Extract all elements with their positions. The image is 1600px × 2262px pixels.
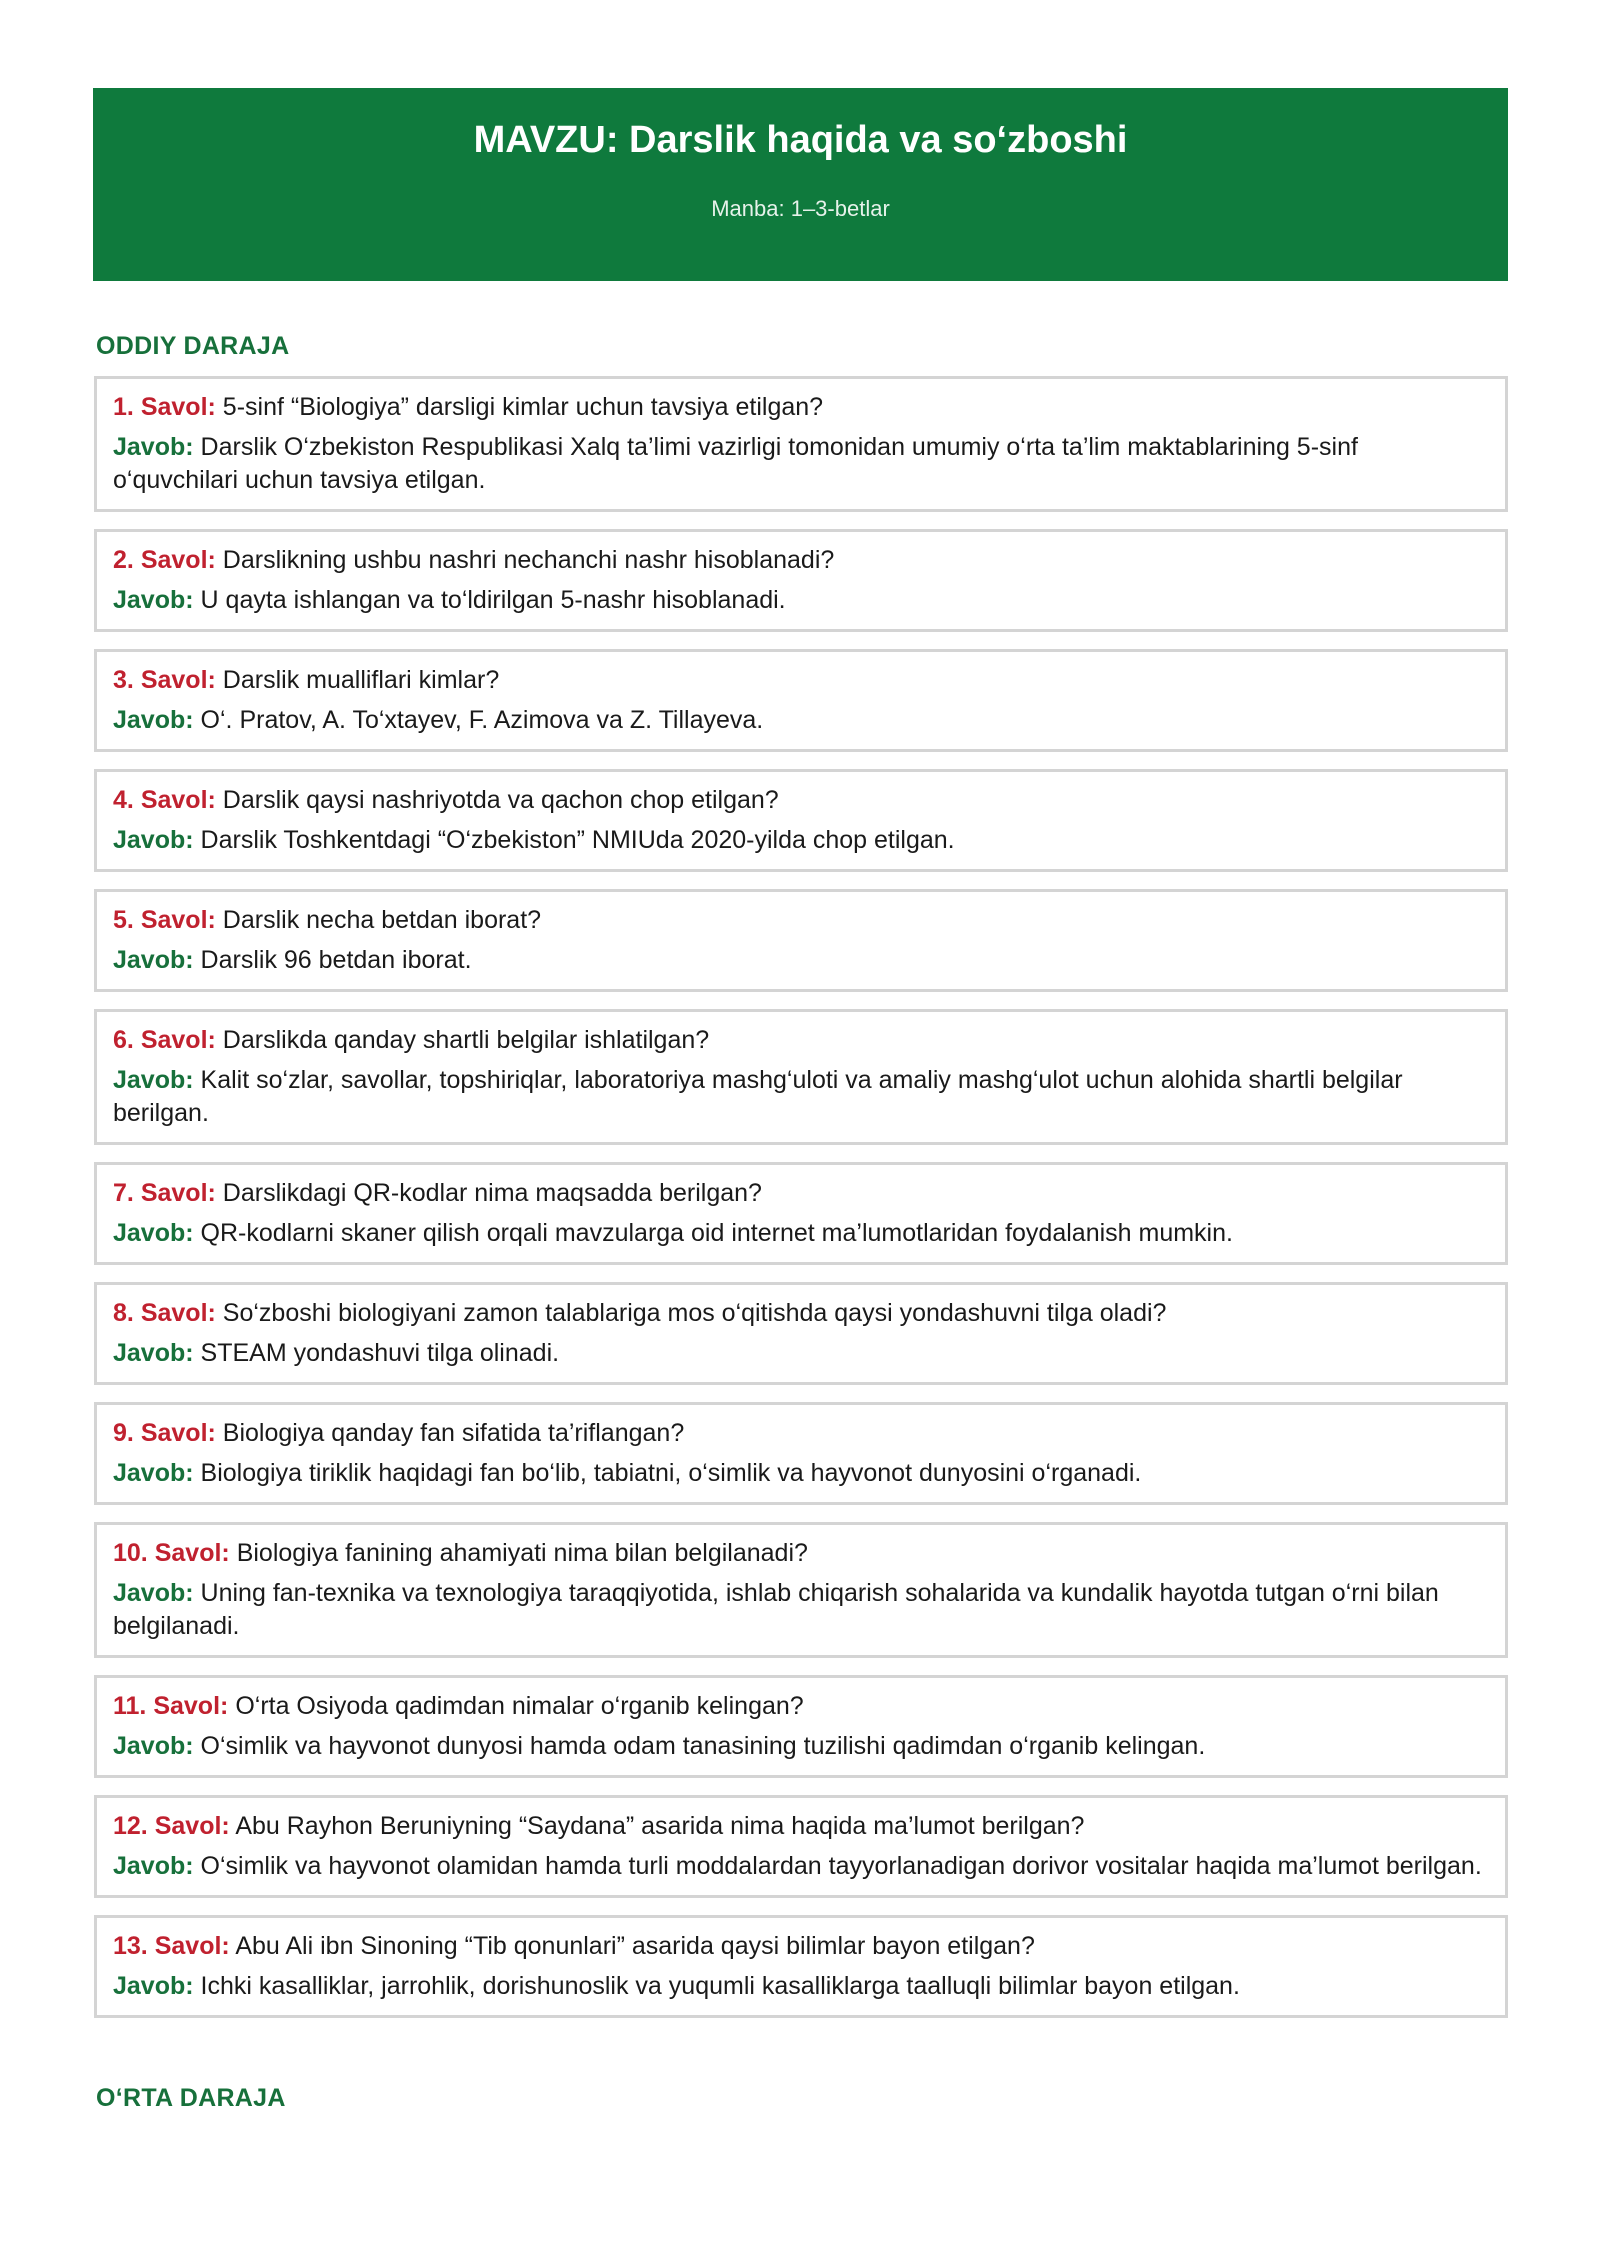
answer-line [113,824,1489,857]
question-number: 3. [113,666,134,694]
question-number: 8. [113,1299,134,1327]
answer-label: Javob: [113,1972,194,2000]
question-number: 1. [113,393,134,421]
question-line [113,784,1489,817]
question-number: 6. [113,1026,134,1054]
source-pages: Manba: 1–3-betlar [711,196,890,221]
answer-text: Kalit so‘zlar, savollar, topshiriqlar, laboratoriya mashg‘uloti va amaliy mashg‘ulot uchun alohida shartli belgilar berilgan. [113,1066,1403,1127]
answer-line [113,431,1489,497]
answer-label: Javob: [113,1459,194,1487]
section-title-intermediate: O‘RTA DARAJA [96,2084,286,2112]
question-label: Savol: [140,546,216,574]
question-number: 9. [113,1419,134,1447]
question-card [94,1402,1508,1505]
answer-line [113,1217,1489,1250]
answer-text: U qayta ishlangan va to‘ldirilgan 5-nashr hisoblanadi. [200,586,786,614]
question-line [113,1177,1489,1210]
answer-line [113,1730,1489,1763]
question-card [94,1282,1508,1385]
question-card [94,1795,1508,1898]
answer-text: O‘simlik va hayvonot olamidan hamda turli moddalardan tayyorlanadigan dorivor vositalar haqida ma’lumot berilgan. [200,1852,1482,1880]
question-card [94,1009,1508,1145]
question-text: 5-sinf “Biologiya” darsligi kimlar uchun tavsiya etilgan? [222,393,824,421]
question-text: Darslikdagi QR-kodlar nima maqsadda berilgan? [222,1179,762,1207]
question-number: 12. [113,1812,148,1840]
answer-text: Uning fan-texnika va texnologiya taraqqiyotida, ishlab chiqarish sohalarida va kundalik hayotda tutgan o‘rni bilan belgilanadi. [113,1579,1439,1640]
answer-label: Javob: [113,706,194,734]
question-number: 13. [113,1932,148,1960]
answer-line [113,1850,1489,1883]
question-card [94,529,1508,632]
question-number: 7. [113,1179,134,1207]
page-title: MAVZU: Darslik haqida va so‘zboshi [473,119,1128,161]
answer-line [113,1577,1489,1643]
question-line [113,544,1489,577]
question-number: 5. [113,906,134,934]
question-text: Abu Rayhon Beruniyning “Saydana” asarida nima haqida ma’lumot berilgan? [235,1812,1085,1840]
question-line [113,1810,1489,1843]
question-label: Savol: [140,786,216,814]
question-text: Darslikning ushbu nashri nechanchi nashr hisoblanadi? [222,546,835,574]
answer-label: Javob: [113,1579,194,1607]
question-number: 10. [113,1539,148,1567]
question-number: 4. [113,786,134,814]
question-text: Darslik qaysi nashriyotda va qachon chop etilgan? [222,786,779,814]
answer-line [113,944,1489,977]
question-line [113,664,1489,697]
answer-text: Darslik Toshkentdagi “O‘zbekiston” NMIUda 2020-yilda chop etilgan. [200,826,955,854]
answer-text: O‘. Pratov, A. To‘xtayev, F. Azimova va Z. Tillayeva. [200,706,764,734]
answer-label: Javob: [113,1066,194,1094]
question-text: So‘zboshi biologiyani zamon talablariga mos o‘qitishda qaysi yondashuvni tilga oladi? [222,1299,1167,1327]
answer-text: STEAM yondashuvi tilga olinadi. [200,1339,560,1367]
answer-text: QR-kodlarni skaner qilish orqali mavzularga oid internet ma’lumotlaridan foydalanish mumkin. [200,1219,1233,1247]
question-label: Savol: [140,393,216,421]
question-card [94,1915,1508,2018]
answer-line [113,584,1489,617]
question-text: O‘rta Osiyoda qadimdan nimalar o‘rganib kelingan? [235,1692,804,1720]
answer-label: Javob: [113,1732,194,1760]
question-card [94,1522,1508,1658]
question-label: Savol: [154,1539,230,1567]
question-card [94,649,1508,752]
question-label: Savol: [154,1932,230,1960]
question-number: 11. [113,1692,147,1720]
question-card [94,769,1508,872]
answer-label: Javob: [113,586,194,614]
question-label: Savol: [154,1812,230,1840]
question-line [113,1024,1489,1057]
question-label: Savol: [140,1179,216,1207]
question-line [113,1417,1489,1450]
answer-text: O‘simlik va hayvonot dunyosi hamda odam tanasining tuzilishi qadimdan o‘rganib kelingan. [200,1732,1206,1760]
question-text: Biologiya fanining ahamiyati nima bilan belgilanadi? [236,1539,808,1567]
question-text: Abu Ali ibn Sinoning “Tib qonunlari” asarida qaysi bilimlar bayon etilgan? [235,1932,1035,1960]
question-text: Biologiya qanday fan sifatida ta’riflangan? [222,1419,685,1447]
question-text: Darslik necha betdan iborat? [222,906,542,934]
question-text: Darslikda qanday shartli belgilar ishlatilgan? [222,1026,710,1054]
answer-line [113,1457,1489,1490]
answer-line [113,1970,1489,2003]
answer-line [113,704,1489,737]
question-text: Darslik mualliflari kimlar? [222,666,500,694]
question-label: Savol: [153,1692,229,1720]
answer-label: Javob: [113,826,194,854]
question-label: Savol: [140,1026,216,1054]
question-list [94,376,1508,2035]
answer-label: Javob: [113,433,194,461]
question-line [113,1297,1489,1330]
answer-label: Javob: [113,1219,194,1247]
answer-label: Javob: [113,1339,194,1367]
question-line [113,391,1489,424]
question-card [94,376,1508,512]
question-line [113,1930,1489,1963]
answer-text: Ichki kasalliklar, jarrohlik, dorishunoslik va yuqumli kasalliklarga taalluqli bilimlar bayon etilgan. [200,1972,1240,2000]
question-card [94,889,1508,992]
question-label: Savol: [140,1419,216,1447]
question-line [113,1690,1489,1723]
section-title-basic: ODDIY DARAJA [96,332,290,360]
question-label: Savol: [140,906,216,934]
question-number: 2. [113,546,134,574]
answer-text: Darslik 96 betdan iborat. [200,946,472,974]
answer-label: Javob: [113,946,194,974]
question-label: Savol: [140,666,216,694]
topic-header [93,88,1508,281]
question-card [94,1675,1508,1778]
answer-label: Javob: [113,1852,194,1880]
answer-text: Darslik O‘zbekiston Respublikasi Xalq ta’limi vazirligi tomonidan umumiy o‘rta ta’lim maktablarining 5-sinf o‘quvchilari uchun tavsiya etilgan. [113,433,1358,494]
question-line [113,904,1489,937]
answer-text: Biologiya tiriklik haqidagi fan bo‘lib, tabiatni, o‘simlik va hayvonot dunyosini o‘rganadi. [200,1459,1142,1487]
question-label: Savol: [140,1299,216,1327]
answer-line [113,1064,1489,1130]
question-line [113,1537,1489,1570]
answer-line [113,1337,1489,1370]
question-card [94,1162,1508,1265]
